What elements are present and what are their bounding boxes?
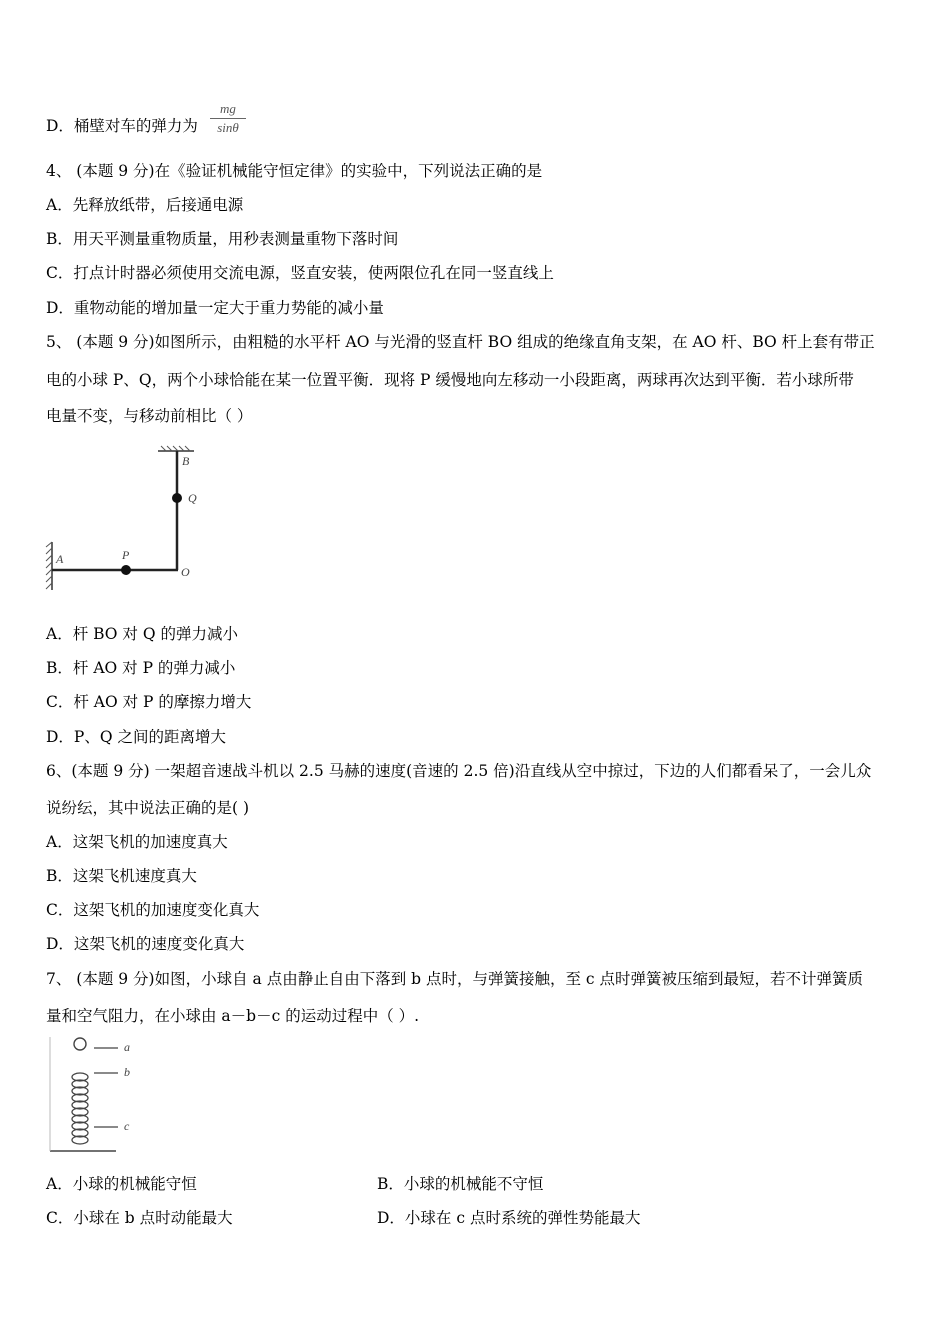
label-a: A: [56, 552, 64, 566]
label-b: B: [182, 454, 190, 468]
q7-stem-line2: 量和空气阻力，在小球由 a－b－c 的运动过程中（ ）.: [46, 1007, 420, 1025]
q5-option-d: D．P、Q 之间的距离增大: [46, 728, 226, 746]
label-a: a: [124, 1040, 130, 1054]
q5-stem-line3: 电量不变，与移动前相比（ ）: [46, 407, 253, 425]
q7-option-a: A．小球的机械能守恒: [46, 1175, 197, 1193]
label-b: b: [124, 1065, 130, 1079]
q5-stem-line1: 5、 (本题 9 分)如图所示，由粗糙的水平杆 AO 与光滑的竖直杆 BO 组成的绝缘直角支架，在 AO 杆、BO 杆上套有带正: [46, 333, 875, 351]
q6-option-c: C．这架飞机的加速度变化真大: [46, 901, 260, 919]
fraction-denominator: sinθ: [217, 120, 239, 135]
ball: [74, 1038, 86, 1050]
q3-option-d: D．桶壁对车的弹力为: [46, 117, 198, 135]
fraction-bar: [210, 118, 246, 119]
q4-option-c: C．打点计时器必须使用交流电源，竖直安装，使两限位孔在同一竖直线上: [46, 264, 554, 282]
q4-stem: 4、 (本题 9 分)在《验证机械能守恒定律》的实验中，下列说法正确的是: [46, 162, 543, 180]
label-p: P: [122, 548, 130, 562]
q7-option-b: B．小球的机械能不守恒: [377, 1175, 544, 1193]
fraction-numerator: mg: [220, 101, 236, 116]
q7-option-c: C．小球在 b 点时动能最大: [46, 1209, 233, 1227]
spring: [72, 1073, 88, 1144]
q6-stem-line1: 6、(本题 9 分) 一架超音速战斗机以 2.5 马赫的速度(音速的 2.5 倍)沿直线从空中掠过，下边的人们都看呆了，一会儿众: [46, 762, 872, 780]
q5-option-b: B．杆 AO 对 P 的弹力减小: [46, 659, 236, 677]
label-o: O: [181, 565, 190, 579]
q4-option-b: B．用天平测量重物质量，用秒表测量重物下落时间: [46, 230, 399, 248]
ball-q: [172, 493, 182, 503]
q6-option-b: B．这架飞机速度真大: [46, 867, 197, 885]
q7-option-d: D．小球在 c 点时系统的弹性势能最大: [377, 1209, 641, 1227]
fraction-mg-over-sin-theta: [210, 101, 246, 136]
q6-option-a: A．这架飞机的加速度真大: [46, 833, 228, 851]
q5-option-a: A．杆 BO 对 Q 的弹力减小: [46, 625, 238, 643]
q4-option-d: D．重物动能的增加量一定大于重力势能的减小量: [46, 299, 384, 317]
q5-stem-line2: 电的小球 P、Q，两个小球恰能在某一位置平衡．现将 P 缓慢地向左移动一小段距离，两球再次达到平衡．若小球所带: [46, 371, 854, 389]
q5-figure-rod-frame: [40, 444, 210, 594]
q5-option-c: C．杆 AO 对 P 的摩擦力增大: [46, 693, 252, 711]
ball-p: [121, 565, 131, 575]
q4-option-a: A．先释放纸带，后接通电源: [46, 196, 244, 214]
q6-option-d: D．这架飞机的速度变化真大: [46, 935, 245, 953]
q7-figure-spring: [44, 1033, 144, 1158]
q6-stem-line2: 说纷纭，其中说法正确的是( ): [46, 799, 250, 817]
q7-stem-line1: 7、 (本题 9 分)如图，小球自 a 点由静止自由下落到 b 点时，与弹簧接触，至 c 点时弹簧被压缩到最短，若不计弹簧质: [46, 970, 864, 988]
label-q: Q: [188, 491, 197, 505]
label-c: c: [124, 1119, 130, 1133]
